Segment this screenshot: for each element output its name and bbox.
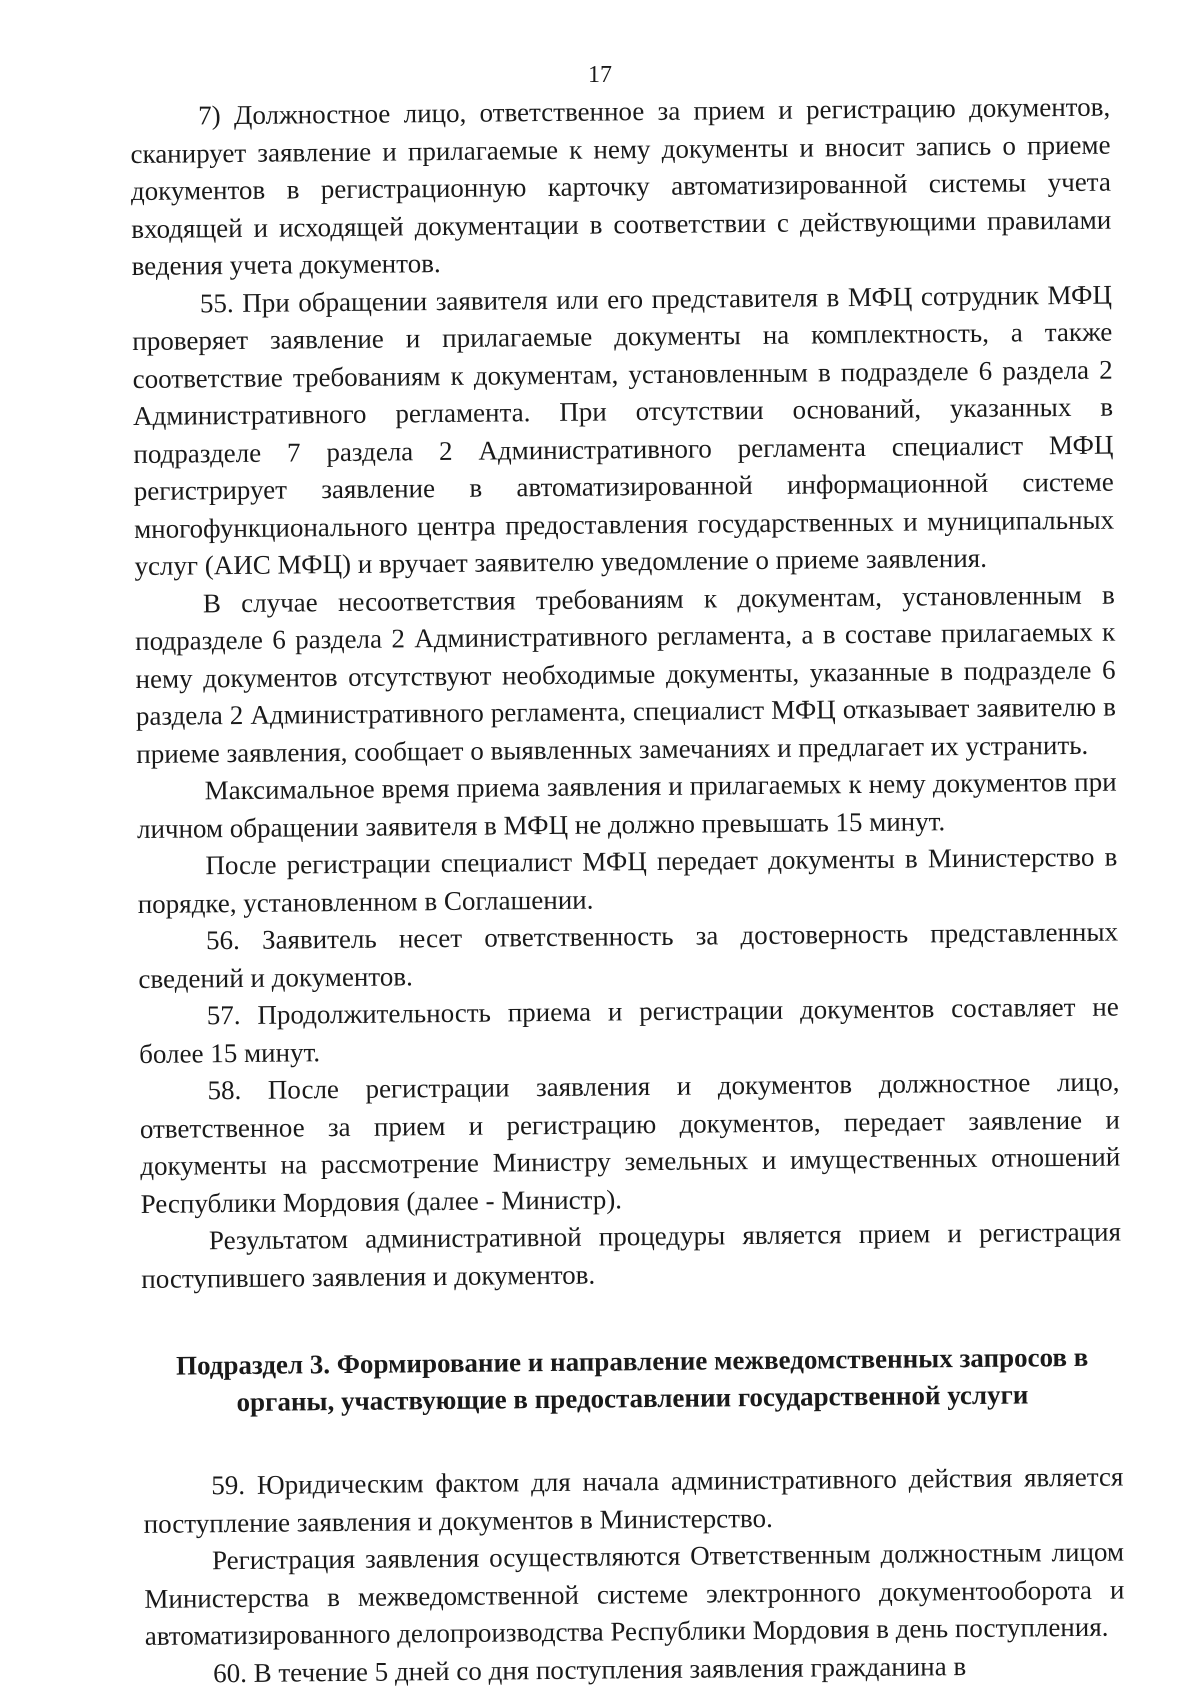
paragraph-item-7: 7) Должностное лицо, ответственное за прием и регистрацию документов, сканирует заявление и прилагаемые к нему документы и вносит запись о приеме документов в регистрационную карточку автоматизированной системы учета входящей и исходящей документации в соответствии с действующими правилами ведения учета документов. [130,91,1112,281]
paragraph-55: 55. При обращении заявителя или его представителя в МФЦ сотрудник МФЦ проверяет заявление и прилагаемые документы на комплектность, а также соответствие требованиям к документам, установленным в подразделе 6 раздела 2 Административного регламента. При отсутствии оснований, указанных в подразделе 7 раздела 2 Административного регламента специалист МФЦ регистрирует заявление в автоматизированной информационной системе многофункционального центра предоставления государственных и муниципальных услуг (АИС МФЦ) и вручает заявителю уведомление о приеме заявления. [132,279,1115,581]
section-heading-line-1: Подраздел 3. Формирование и направление межведомственных запросов в [175,1341,1089,1381]
paragraph-55-max-time: Максимальное время приема заявления и прилагаемых к нему документов при личном обращении заявителя в МФЦ не должно превышать 15 минут. [136,766,1117,844]
paragraph-59: 59. Юридическим фактом для начала административного действия является поступление заявления и документов в Министерство. [143,1461,1124,1539]
paragraph-58: 58. После регистрации заявления и документов должностное лицо, ответственное за прием и регистрацию документов, передает заявление и документы на рассмотрение Министру земельных и имущественных отношений Республики Мордовия (далее - Министр). [139,1066,1121,1219]
paragraph-55-after-registration: После регистрации специалист МФЦ передает документы в Министерство в порядке, установленном в Соглашении. [137,841,1118,919]
document-body [130,89,1125,1693]
paragraph-59-registration: Регистрация заявления осуществляются Ответственным должностным лицом Министерства в межведомственной системе электронного документооборота и автоматизированного делопроизводства Республики Мордовия в день поступления. [144,1536,1125,1651]
paragraph-55-nonconformity: В случае несоответствия требованиям к документам, установленным в подразделе 6 раздела 2 Административного регламента, а в составе прилагаемых к нему документов отсутствуют необходимые документы, указанные в подразделе 6 раздела 2 Административного регламента, специалист МФЦ отказывает заявителю в приеме заявления, сообщает о выявленных замечаниях и предлагает их устранить. [135,579,1117,769]
page-number: 17 [588,62,612,88]
paragraph-56: 56. Заявитель несет ответственность за достоверность представленных сведений и документов. [138,916,1119,994]
paragraph-57: 57. Продолжительность приема и регистрации документов составляет не более 15 минут. [139,991,1119,1069]
paragraph-result: Результатом административной процедуры является прием и регистрация поступившего заявления и документов. [141,1216,1122,1294]
section-heading-line-2: органы, участвующие в предоставлении государственной услуги [236,1379,1029,1418]
paragraph-60: 60. В течение 5 дней со дня поступления заявления гражданина в [212,1650,967,1688]
section-heading [142,1339,1123,1422]
